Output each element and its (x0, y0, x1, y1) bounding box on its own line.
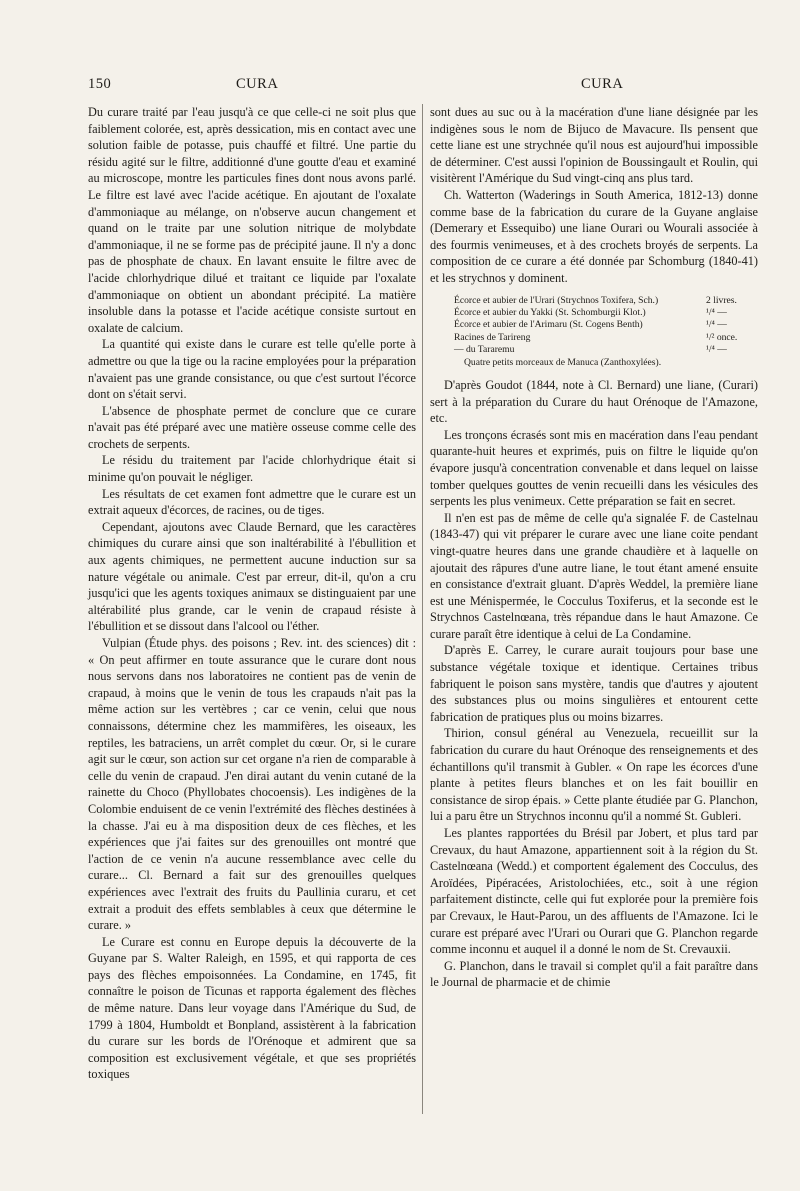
running-head-left: CURA (236, 76, 279, 92)
paragraph: Ch. Watterton (Waderings in South America, 1812-13) donne comme base de la fabrication du curare de la Guyane anglaise (Demerary et Essequibo) une liane Ourari ou Wourali associée à des fourmis venimeuses, et à des crochets broyés de serpents. La composition de ce curare a été donnée par Schomburg (1840-41) et les strychnos y dominent. (430, 187, 758, 285)
recipe-ingredient: Écorce et aubier du Yakki (St. Schomburgii Klot.) (454, 306, 646, 318)
paragraph: D'après E. Carrey, le curare aurait toujours pour base une substance végétale toxique et identique. Certaines tribus fabriquent le poison sans mystère, tandis que d'autres y ajoutent des substances plus ou moins singulières et entourent cette fabrication de pratiques plus ou moins bizarres. (430, 643, 758, 724)
recipe-ingredient: Écorce et aubier de l'Urari (Strychnos Toxifera, Sch.) (454, 294, 659, 306)
recipe-row (454, 295, 754, 307)
recipe-ingredient: Écorce et aubier de l'Arimaru (St. Cogens Benth) (454, 319, 643, 331)
recipe-quantity: ¹/⁴ — (706, 306, 727, 318)
running-head-right: CURA (581, 76, 624, 92)
paragraph: Les plantes rapportées du Brésil par Jobert, et plus tard par Crevaux, du haut Amazone, appartiennent soit à la région du St. Castelnœana (Wedd.) et comportent également des Cocculus, des Aroïdées, Pipéracées, Aristolochiées, etc., soit à une région parfaitement distincte, celle qui fut explorée pour la première fois par Crevaux, le Haut-Parou, un des affluents de l'Amazone. Ici le curare est préparé avec l'Urari ou Ourari que G. Planchon regarde comme inconnu et auquel il a donné le nom de St. Crevauxii. (430, 826, 758, 957)
recipe-ingredient: — du Tararemu (454, 344, 515, 356)
paragraph: D'après Goudot (1844, note à Cl. Bernard) une liane, (Curari) sert à la préparation du Curare du haut Orénoque de l'Amazone, etc. (430, 377, 758, 426)
paragraph: L'absence de phosphate permet de conclure que ce curare n'avait pas été préparé avec une matière osseuse comme celle des crochets de serpents. (88, 403, 416, 451)
paragraph: Les résultats de cet examen font admettre que le curare est un extrait aqueux d'écorces, de racines, ou de tiges. (88, 486, 416, 518)
recipe-row (454, 319, 754, 331)
recipe-quantity: ¹/⁴ — (706, 344, 727, 356)
paragraph: sont dues au suc ou à la macération d'une liane désignée par les indigènes sous le nom de Bijuco de Mavacure. Ils pensent que cette liane est une strychnée qu'il nous est aujourd'hui impossible de déterminer. C'est aussi l'opinion de Boussingault et Roulin, qui visitèrent l'Amérique du Sud vingt-cinq ans plus tard. (430, 105, 758, 186)
recipe-quantity: ¹/⁴ — (706, 319, 727, 331)
paragraph: Cependant, ajoutons avec Claude Bernard, que les caractères chimiques du curare ainsi que son inaltérabilité à l'ébullition et aux agents chimiques, ne permettent aucune induction sur sa nature végétale ou animale. C'est par erreur, dit-il, qu'on a cru jusqu'ici que les agents toxiques animaux se distinguaient par une altérabilité plus grande, car le venin de crapaud résiste à l'ébullition et se dissout dans l'alcool ou l'éther. (88, 519, 416, 634)
recipe-note-row (454, 357, 754, 369)
paragraph: G. Planchon, dans le travail si complet qu'il a fait paraître dans le Journal de pharmacie et de chimie (430, 958, 758, 990)
paragraph: La quantité qui existe dans le curare est telle qu'elle porte à admettre ou que la tige ou la racine employées pour la préparation n'avaient pas une grande consistance, ou que c'est surtout l'écorce dont on s'était servi. (88, 337, 416, 402)
paragraph: Il n'en est pas de même de celle qu'a signalée F. de Castelnau (1843-47) qui vit préparer le curare avec une liane coite pendant vingt-quatre heures dans une grande chaudière et à laquelle on ajoutait des râpures d'une autre liane, le tout étant amené ensuite en consistance d'extrait gluant. D'après Weddel, la première liane est une Ménispermée, le Cocculus Toxiferus, et la seconde est le Strychnos Castelnœana, très répandue dans le haut Amazone. Ce curare paraît être identique à celui de La Condamine. (430, 510, 758, 641)
paragraph: Du curare traité par l'eau jusqu'à ce que celle-ci ne soit plus que faiblement colorée, est, après dessication, mis en contact avec une solution faible de potasse, puis chauffé et filtré. Une partie du résidu agité sur le filtre, additionné d'une goutte d'eau et examiné au microscope, montre les particules fines dont nous avons parlé. Le filtre est lavé avec l'acide acétique. En ajoutant de l'oxalate d'ammoniaque au mélange, on n'observe aucun changement et quand on le traite par une solution nitrique de molybdate d'ammoniaque, il ne se forme pas de précipité jaune. Il n'y a donc pas de phosphate de chaux. En lavant ensuite le filtre avec de l'acide chlorhydrique dilué et traitant ce liquide par l'oxalate d'ammoniaque on obtient un abondant précipité. La matière insoluble dans la potasse et l'acide acétique consiste surtout en oxalate de calcium. (88, 105, 416, 335)
recipe-row (454, 332, 754, 344)
paragraph: Les tronçons écrasés sont mis en macération dans l'eau pendant quarante-huit heures et exprimés, puis on filtre le liquide qu'on évapore jusqu'à concentration convenable et dans lequel on laisse tomber quelques gouttes de venin recueilli dans les vésicules des serpents les plus venimeux. Cette préparation se fait en secret. (430, 427, 758, 509)
right-column (430, 104, 758, 991)
page-number: 150 (88, 76, 112, 92)
curare-recipe-table (454, 295, 754, 369)
recipe-note: Quatre petits morceaux de Manuca (Zanthoxylées). (464, 356, 662, 368)
recipe-ingredient: Racines de Tarireng (454, 331, 531, 343)
column-divider (422, 104, 423, 1114)
recipe-quantity: ¹/² once. (706, 331, 738, 343)
paragraph: Vulpian (Étude phys. des poisons ; Rev. int. des sciences) dit : « On peut affirmer en toute assurance que le curare dont nous nous servons dans nos laboratoires ne contient pas de venin de crapaud, à moins que le venin de tous les crapauds n'ait pas la même action sur les vertèbres ; car ce venin, celui que nous connaissons, détermine chez les mammifères, les oiseaux, les reptiles, les batraciens, un arrêt complet du cœur. Or, si le curare agit sur le cœur, son action sur cet organe n'a rien de comparable à celle du venin de crapaud. J'en dirai autant du venin cutané de la rainette du Choco (Phyllobates chocoensis). Les indigènes de la Colombie enduisent de ce venin l'extrémité des flèches destinées à la chasse. J'ai eu à ma disposition deux de ces flèches, et les expériences que j'ai faites sur des grenouilles ont montré que l'action de ce venin n'a aucune ressemblance avec celle du curare... Cl. Bernard a fait sur des grenouilles quelques expériences avec l'extrait des fruits du Paullinia curaru, et cet extrait a produit des effets semblables à ceux que détermine le curare. » (88, 636, 416, 933)
paragraph: Le Curare est connu en Europe depuis la découverte de la Guyane par S. Walter Raleigh, en 1595, et qui rapporta de ces pays des flèches empoisonnées. La Condamine, en 1745, fit connaître le poison de Ticunas et rapporta également des flèches de même nature. Dans leur voyage dans l'Amérique du Sud, de 1799 à 1804, Humboldt et Bonpland, assistèrent à la fabrication du curare sur les bords de l'Orénoque et admirent que sa composition est exclusivement végétale, et que ses propriétés toxiques (88, 934, 416, 1082)
paragraph: Thirion, consul général au Venezuela, recueillit sur la fabrication du curare du haut Orénoque des renseignements et des échantillons qu'il transmit à Gubler. « On rape les écorces d'une plante à petites fleurs blanches et on les fait bouillir en consistance de sirop épais. » Cette plante étudiée par G. Planchon, lui a paru être un Strychnos inconnu qu'il a nommé St. Gubleri. (430, 726, 758, 824)
recipe-row (454, 307, 754, 319)
recipe-quantity: 2 livres. (706, 294, 737, 306)
left-column (88, 104, 416, 1083)
recipe-row (454, 344, 754, 356)
paragraph: Le résidu du traitement par l'acide chlorhydrique était si minime qu'on pouvait le négliger. (88, 453, 416, 485)
